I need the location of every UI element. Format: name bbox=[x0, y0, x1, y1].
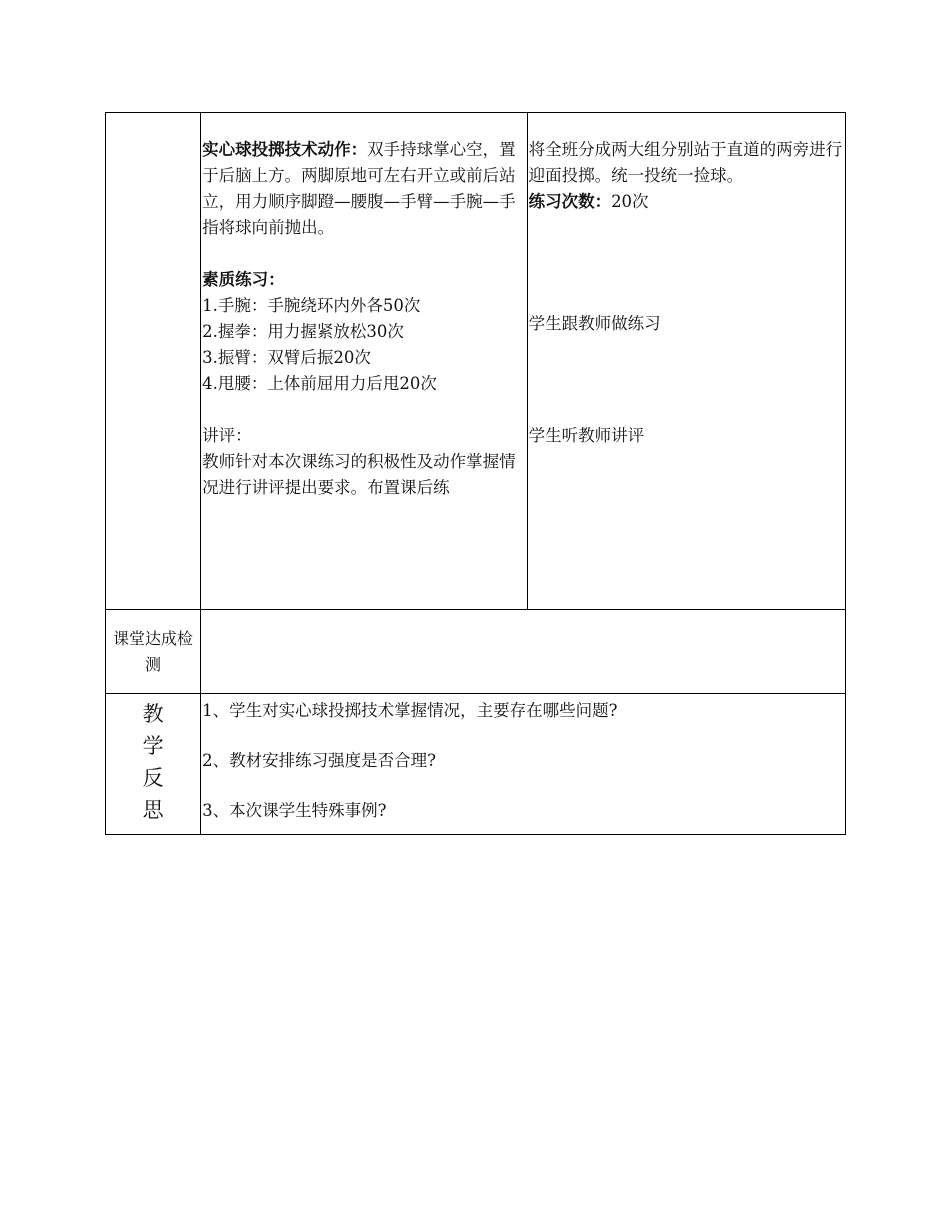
quality-item: 4.甩腰：上体前屈用力后甩20次 bbox=[202, 374, 437, 393]
reflection-label-cell bbox=[106, 694, 201, 835]
practice-count bbox=[529, 189, 844, 215]
organization-text: 将全班分成两大组分别站于直道的两旁进行迎面投掷。统一投统一捡球。 bbox=[528, 140, 843, 185]
technique-paragraph bbox=[202, 137, 525, 241]
practice-count-label: 练习次数： bbox=[528, 192, 612, 211]
reflection-items-cell bbox=[201, 694, 846, 835]
empty-label-cell bbox=[106, 113, 201, 610]
check-label: 课堂达成检测 bbox=[106, 610, 201, 694]
table-row-reflection bbox=[106, 694, 846, 835]
reflection-item: 2、教材安排练习强度是否合理? bbox=[202, 751, 436, 770]
reflection-item: 3、本次课学生特殊事例? bbox=[202, 801, 387, 820]
table-row-main bbox=[106, 113, 846, 610]
quality-item: 2.握拳：用力握紧放松30次 bbox=[202, 322, 404, 341]
practice-count-value: 20次 bbox=[611, 192, 649, 211]
quality-item: 1.手腕：手腕绕环内外各50次 bbox=[202, 296, 421, 315]
quality-item: 3.振臂：双臂后振20次 bbox=[202, 348, 371, 367]
organization-cell bbox=[527, 113, 845, 610]
method-cell bbox=[201, 113, 527, 610]
lesson-plan-table bbox=[105, 112, 846, 835]
technique-title: 实心球投掷技术动作： bbox=[202, 140, 368, 159]
reflection-label-char: 学 bbox=[142, 734, 164, 758]
reflection-label-char: 教 bbox=[142, 702, 164, 726]
listen-review-text: 学生听教师讲评 bbox=[528, 426, 645, 445]
quality-title: 素质练习： bbox=[202, 270, 285, 289]
review-title: 讲评： bbox=[202, 426, 252, 445]
check-content-cell bbox=[201, 610, 846, 694]
reflection-item: 1、学生对实心球投掷技术掌握情况，主要存在哪些问题? bbox=[202, 701, 618, 720]
reflection-label-char: 反 bbox=[142, 766, 164, 790]
table-row-check bbox=[106, 610, 846, 694]
follow-teacher-text: 学生跟教师做练习 bbox=[528, 314, 661, 333]
review-text: 教师针对本次课练习的积极性及动作掌握情况进行讲评提出要求。布置课后练 bbox=[202, 452, 516, 497]
technique-text: 双手持球掌心空，置于后脑上方。两脚原地可左右开立或前后站立，用力顺序脚蹬—腰腹—手臂—手腕—手指将球向前抛出。 bbox=[202, 140, 516, 237]
reflection-label-char: 思 bbox=[142, 798, 164, 822]
